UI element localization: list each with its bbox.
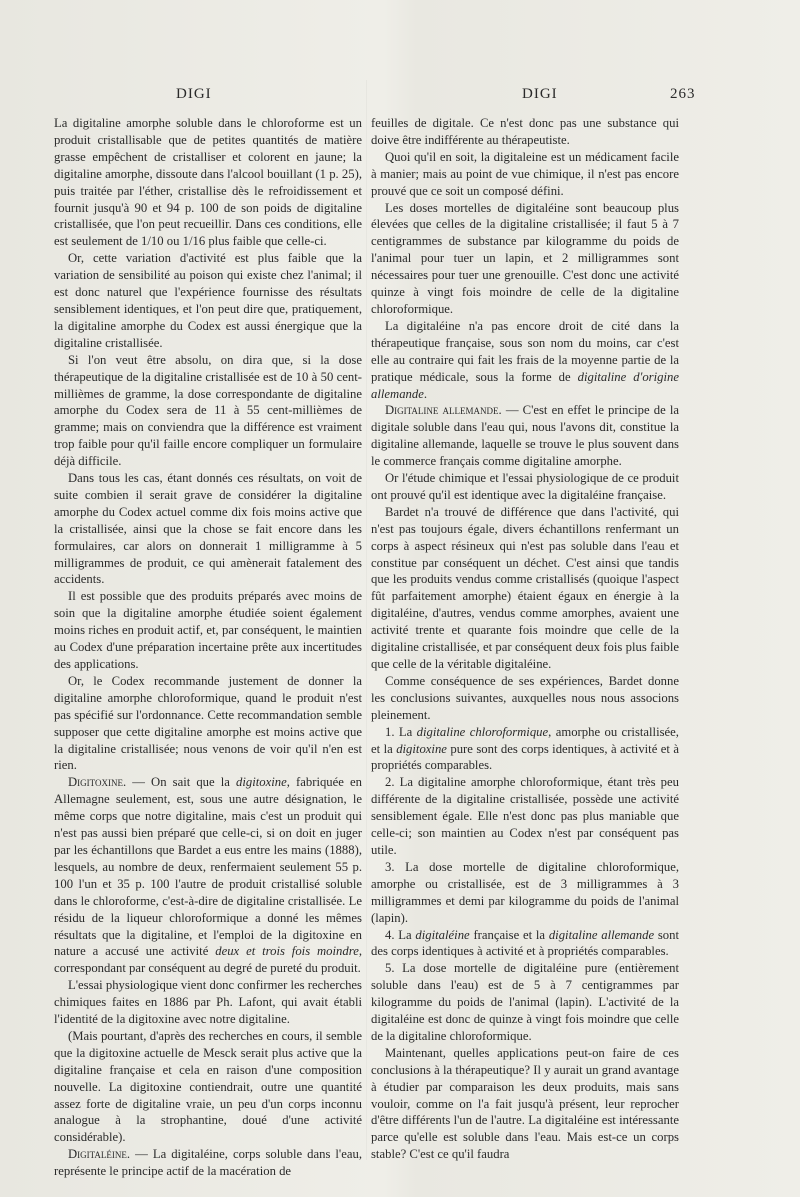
text-run: , fabriquée en Allemagne seulement, est, sous une autre désignation, le même corps que notre digitaline, mais c'est un produit qui n'est pas aussi bien préparé que celle-ci, si on doit en juger par les échantillons que Bardet a eus entre les mains (1888), lesquels, au nombre de deux, renfermaient seulement 55 p. 100 l'un et 35 p. 100 l'autre de produit cristallisé soluble dans le chloroforme, c'est-à-dire de digitaline cristallisée. Le résidu de la liqueur chloroformique a donné les mêmes résultats que la digitaline, et l'emploi de la digitoxine en nature a accusé une activité [54, 775, 362, 959]
paragraph: (Mais pourtant, d'après des recherches en cours, il semble que la digitoxine actuelle de Mesck serait plus active que la digitaline française et cela en raison d'une composition nouvelle. La digitoxine contiendrait, outre une quantité assez forte de digitaline vraie, un peu d'un corps inconnu analogue à la strophantine, doué d'une activité considérable). [54, 1028, 362, 1145]
text-run: française et la [469, 927, 549, 942]
italic-run: deux et trois fois moindre [215, 944, 359, 959]
italic-run: digitaline allemande [548, 927, 655, 942]
text-run: 4. La [385, 927, 416, 942]
text-run: sont des corps identiques à activité et à propriétés comparables. [371, 927, 679, 959]
italic-run: digitoxine [396, 741, 447, 756]
running-header-left: DIGI [176, 86, 212, 102]
text-run: pure sont des corps identiques, à activité et à propriétés comparables. [371, 741, 679, 773]
left-column [54, 115, 362, 1180]
italic-run: digitoxine [236, 775, 287, 790]
text-run: — C'est en effet le principe de la digitale soluble dans l'eau qui, nous l'avons dit, constitue la digitaline allemande, laquelle se trouve le plus souvent dans le commerce français comme digitaline amorphe. [371, 403, 679, 469]
paragraph: Il est possible que des produits préparés avec moins de soin que la digitaline amorphe étudiée soient également moins riches en produit actif, et, par conséquent, le maintien au Codex d'une préparation incertaine prête aux incertitudes des applications. [54, 589, 362, 671]
text-run: La digitaléine n'a pas encore droit de cité dans la thérapeutique française, sous son nom du moins, car c'est elle au contraire qui fait les frais de la moyenne partie de la pratique médicale, sous la forme de [371, 318, 679, 384]
paragraph: Quoi qu'il en soit, la digitaleine est un médicament facile à manier; mais au point de vue chimique, il n'est pas encore prouvé que ce soit un composé défini. [371, 149, 679, 198]
paragraph: L'essai physiologique vient donc confirmer les recherches chimiques faites en 1886 par Ph. Lafont, qui avait établi l'identité de la digitoxine avec notre digitaline. [54, 978, 362, 1027]
conclusion-5: 5. La dose mortelle de digitaléine pure (entièrement soluble dans l'eau) est de 5 à 7 centigrammes par kilogramme du poids de l'animal (lapin). L'activité de la digitaléine est donc de quinze à vingt fois moindre que celle de la digitaline chloroformique. [371, 961, 679, 1043]
paragraph-digitaleine [54, 1146, 362, 1180]
text-run: 1. La [385, 724, 417, 739]
italic-run: digitaléine [415, 927, 470, 942]
paragraph: La digitaline amorphe soluble dans le chloroforme est un produit cristallisable que de petites quantités de matière grasse empêchent de cristalliser et colorent en jaune; la digitaline amorphe, dissoute dans l'alcool bouillant (1 p. 25), puis traitée par l'éther, cristallise dès le refroidissement et fournit jusqu'à 90 et 94 p. 100 de son poids de digitaline cristallisée, que l'on peut recueillir. Dans ces conditions, elle est seulement de 1/10 ou 1/16 plus faible que celle-ci. [54, 116, 362, 249]
section-heading-digitaleine: Digitaléine. [68, 1147, 131, 1162]
paragraph: Dans tous les cas, étant donnés ces résultats, on voit de suite combien il serait grave de considérer la digitaline amorphe du Codex actuel comme dix fois moins active que la cristallisée, ainsi que la chose se fait encore dans les formulaires, car alors on donnerait 1 milligramme à 5 milligrammes de produit, ce qui amènerait fatalement des accidents. [54, 471, 362, 587]
paragraph: feuilles de digitale. Ce n'est donc pas une substance qui doive être indifférente au thérapeutiste. [371, 116, 679, 147]
paragraph-cite [371, 318, 679, 403]
paragraph: Maintenant, quelles applications peut-on faire de ces conclusions à la thérapeutique? Il y aurait un grand avantage à étudier par comparaison les deux produits, mais sans vouloir, comme on l'a fait jusqu'à présent, leur reprocher d'être différents l'un de l'autre. La digitaléine est intéressante parce qu'elle est soluble dans l'eau. Mais est-ce un corps stable? C'est ce qu'il faudra [371, 1045, 679, 1162]
paragraph: Comme conséquence de ses expériences, Bardet donne les conclusions suivantes, auxquelles nous nous associons pleinement. [371, 673, 679, 722]
text-run: , amorphe ou cristallisée, et la [371, 724, 679, 756]
italic-run: digitaline chloroformique [416, 724, 549, 739]
paragraph-allemande [371, 402, 679, 470]
conclusion-1 [371, 724, 679, 775]
paragraph: Or, cette variation d'activité est plus faible que la variation de sensibilité au poison qui existe chez l'animal; il est donc naturel que l'expérience fournisse des résultats sensiblement identiques, et l'on peut dire que, pratiquement, la digitaline amorphe du Codex est aussi énergique que la digitaline cristallisée. [54, 251, 362, 350]
right-column [371, 115, 679, 1163]
running-header-right: DIGI [522, 86, 558, 102]
italic-run: digitaline d'origine allemande [371, 369, 679, 401]
conclusion-2: 2. La digitaline amorphe chloroformique, étant très peu différente de la digitaline cristallisée, possède une activité sensiblement égale. Elle n'est donc pas plus maniable que celle-ci; son maintien au Codex n'est par conséquent pas utile. [371, 775, 679, 857]
section-heading-digitoxine: Digitoxine. [68, 775, 127, 790]
paragraph: Bardet n'a trouvé de différence que dans l'activité, qui n'est pas toujours égale, divers échantillons renfermant un corps à aspect résineux qui n'est pas soluble dans l'eau et constitue par conséquent un déchet. C'est ainsi que tandis que les produits vendus comme cristallisés (quoique l'aspect fût parfaitement amorphe) étaient égaux en énergie à la digitaléine, d'autres, vendus comme amorphes, avaient une activité trente et quarante fois moindre que celle de la digitaline cristallisée, et par conséquent deux fois plus faible que celle de la véritable digitaléine. [371, 504, 679, 671]
section-heading-allemande: Digitaline allemande. [385, 403, 502, 418]
text-run: — La digitaléine, corps soluble dans l'eau, représente le principe actif de la macération de [54, 1147, 362, 1179]
paragraph: Si l'on veut être absolu, on dira que, si la dose thérapeutique de la digitaline cristallisée est de 10 à 50 cent-millièmes de gramme, la dose correspondante de digitaline amorphe du Codex sera de 11 à 55 cent-millièmes de gramme; mais on conviendra que la différence est vraiment trop faible pour qu'il faille encore compliquer un formulaire déjà difficile. [54, 352, 362, 469]
conclusion-3: 3. La dose mortelle de digitaline chloroformique, amorphe ou cristallisée, est de 3 milligrammes à 3 milligrammes et demi par kilogramme du poids de l'animal (lapin). [371, 859, 679, 925]
column-gutter [366, 80, 367, 1160]
paragraph: Or l'étude chimique et l'essai physiologique de ce produit ont prouvé qu'il est identique avec la digitaléine française. [371, 471, 679, 502]
text-run: . [423, 386, 428, 401]
paragraph: Or, le Codex recommande justement de donner la digitaline amorphe chloroformique, quand le produit n'est pas spécifié sur l'ordonnance. Cette recommandation semble supposer que cette digitaline amorphe est moins active que la digitaline cristallisée; nous venons de voir qu'il n'en est rien. [54, 673, 362, 773]
paragraph: Les doses mortelles de digitaléine sont beaucoup plus élevées que celles de la digitaline cristallisée; il faut 5 à 7 centigrammes de substance par kilogramme du poids de l'animal pour tuer un lapin, et 2 milligrammes sont nécessaires pour tuer une grenouille. C'est donc une activité quinze à vingt fois moindre de celle de la digitaline chloroformique. [371, 200, 679, 316]
paragraph-digitoxine [54, 774, 362, 977]
text-run: — On sait que la [126, 775, 236, 790]
text-run: , correspondant par conséquent au degré de pureté du produit. [54, 944, 362, 976]
page-number: 263 [670, 86, 696, 102]
conclusion-4 [371, 927, 679, 961]
